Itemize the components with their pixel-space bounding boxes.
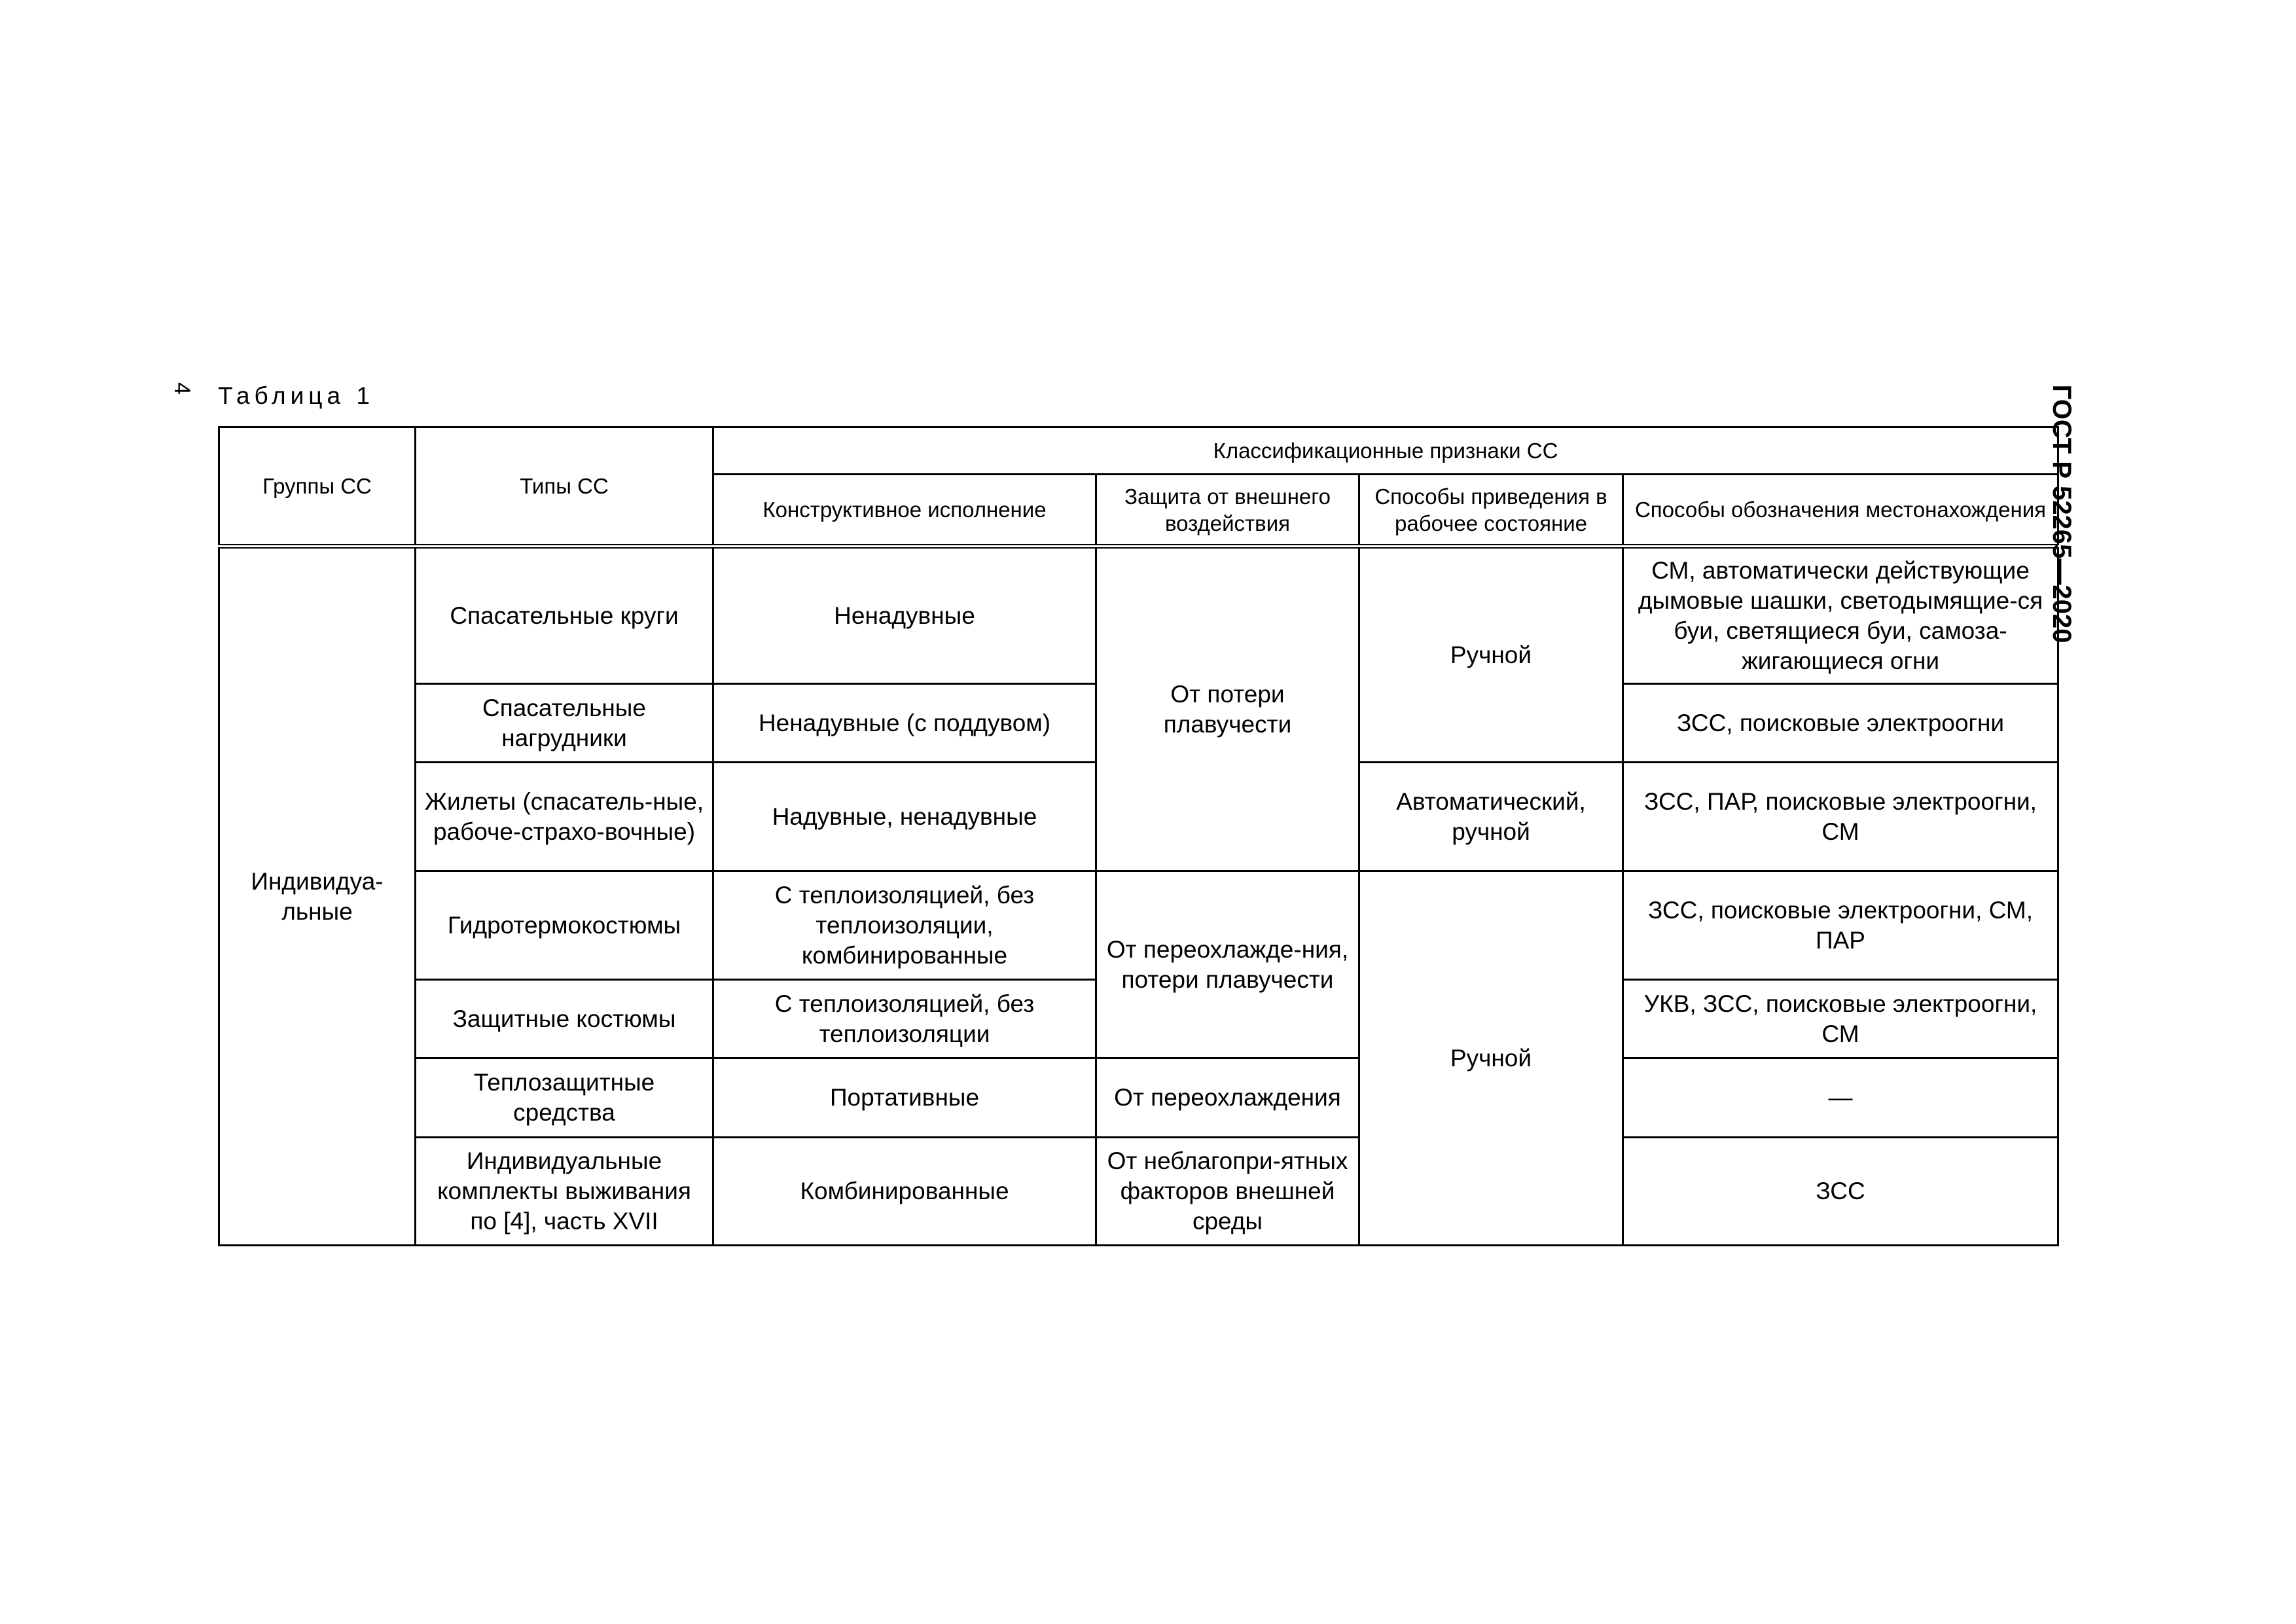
type-cell: Жилеты (спасатель-ные, рабоче-страхо-вочные) (416, 763, 713, 871)
design-cell: Комбинированные (713, 1138, 1096, 1246)
location-cell: ЗСС, поисковые электроогни (1623, 684, 2058, 763)
header-types: Типы СС (416, 427, 713, 547)
location-cell: СМ, автоматически действующие дымовые шашки, светодымящие-ся буи, светящиеся буи, самоза-жигающиеся огни (1623, 547, 2058, 684)
header-protection: Защита от внешнего воздействия (1096, 475, 1359, 547)
activation-cell: Автоматический, ручной (1359, 763, 1623, 871)
location-cell: — (1623, 1058, 2058, 1138)
header-row (219, 427, 2058, 475)
document-id: ГОСТ Р 52265—2020 (2047, 384, 2076, 643)
table-row (219, 547, 2058, 684)
location-cell: ЗСС (1623, 1138, 2058, 1246)
classification-table (218, 426, 2059, 1246)
activation-cell: Ручной (1359, 547, 1623, 763)
page-number: 4 (169, 382, 194, 395)
design-cell: Ненадувные (с поддувом) (713, 684, 1096, 763)
design-cell: С теплоизоляцией, без теплоизоляции, комбинированные (713, 871, 1096, 980)
table-row (219, 1058, 2058, 1138)
header-classification: Классификационные признаки СС (713, 427, 2058, 475)
header-activation: Способы приведения в рабочее состояние (1359, 475, 1623, 547)
type-cell: Защитные костюмы (416, 980, 713, 1058)
type-cell: Теплозащитные средства (416, 1058, 713, 1138)
location-cell: ЗСС, ПАР, поисковые электроогни, СМ (1623, 763, 2058, 871)
type-cell: Спасательные нагрудники (416, 684, 713, 763)
protection-cell: От переохлажде-ния, потери плавучести (1096, 871, 1359, 1058)
design-cell: Надувные, ненадувные (713, 763, 1096, 871)
type-cell: Спасательные круги (416, 547, 713, 684)
protection-cell: От переохлаждения (1096, 1058, 1359, 1138)
activation-cell: Ручной (1359, 871, 1623, 1246)
type-cell: Гидротермокостюмы (416, 871, 713, 980)
header-location: Способы обозначения местонахождения (1623, 475, 2058, 547)
table-row (219, 871, 2058, 980)
design-cell: Ненадувные (713, 547, 1096, 684)
protection-cell: От потери плавучести (1096, 547, 1359, 871)
header-groups: Группы СС (219, 427, 416, 547)
location-cell: УКВ, ЗСС, поисковые электроогни, СМ (1623, 980, 2058, 1058)
table-row (219, 1138, 2058, 1246)
type-cell: Индивидуальные комплекты выживания по [4], часть XVII (416, 1138, 713, 1246)
group-individual: Индивидуа-льные (219, 547, 416, 1246)
design-cell: Портативные (713, 1058, 1096, 1138)
design-cell: С теплоизоляцией, без теплоизоляции (713, 980, 1096, 1058)
location-cell: ЗСС, поисковые электроогни, СМ, ПАР (1623, 871, 2058, 980)
header-design: Конструктивное исполнение (713, 475, 1096, 547)
table-caption: Таблица 1 (218, 382, 374, 409)
protection-cell: От неблагопри-ятных факторов внешней среды (1096, 1138, 1359, 1246)
